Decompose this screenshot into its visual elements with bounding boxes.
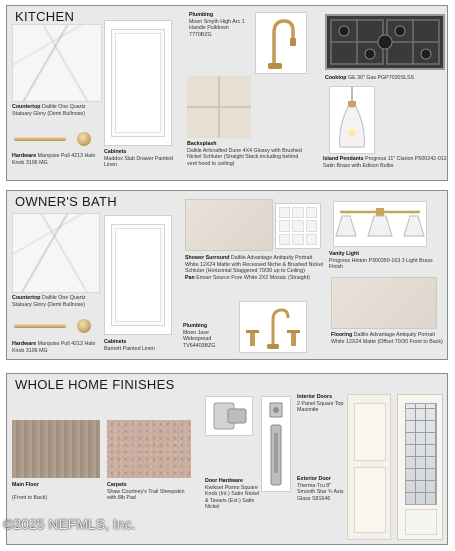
exterior-door-swatch: [397, 394, 443, 540]
kitchen-cooktop-swatch: [325, 14, 445, 70]
caption-label: Hardware: [12, 341, 37, 347]
tile: [187, 76, 218, 106]
caption-label: Shower Surround: [185, 255, 230, 261]
cabinet-knob-image: [77, 319, 91, 333]
mosaic-tile: [306, 234, 317, 245]
bath-plumbing-caption: [183, 323, 235, 349]
bath-flooring-caption: [331, 332, 447, 345]
bath-hardware-swatch: [12, 315, 98, 337]
caption-text: Therma-Tru 8" Smooth Star ¾ Axis Glass S81646: [297, 482, 344, 502]
owners-bath-panel: [6, 190, 448, 360]
main-floor-caption: [12, 482, 100, 502]
caption-label: Plumbing: [183, 323, 208, 329]
mosaic-tile: [292, 220, 303, 231]
caption-label: Interior Doors: [297, 394, 333, 400]
kitchen-cabinet-swatch: [104, 20, 172, 146]
caption-label: Cooktop: [325, 75, 347, 81]
caption-label: Carpets: [107, 482, 127, 488]
caption-label: Door Hardware: [205, 478, 243, 484]
caption-label: Island Pendants: [323, 156, 364, 162]
caption-text: Daltile Advantage Antiquity Portrait White 12X24 Matte with Recessed Niche & Brushed Nickel Schluter (Horizontal Staggered 70/30 up to Ceiling): [185, 255, 324, 275]
whole-home-heading: WHOLE HOME FINISHES: [15, 377, 175, 392]
caption-text: Marquise Pull 4213 Halo Knob 3106 MG: [12, 341, 96, 354]
caption-text: Kwikset Pismo Square Knob (Int.) Satin Nickel & Tavaris (Ext.) Satin Nickel: [205, 484, 260, 511]
handleset-icon: [262, 397, 290, 491]
caption-label: Exterior Door: [297, 476, 331, 482]
caption-text: (Front to Back): [12, 495, 48, 502]
cabinet-pull-image: [14, 324, 66, 328]
kitchen-pendants-caption: [323, 156, 447, 169]
cabinet-knob-image: [77, 132, 91, 146]
kitchen-pendant-swatch: [329, 86, 375, 154]
bath-hardware-caption: [12, 341, 104, 354]
bath-pan-mosaic-swatch: [275, 203, 321, 249]
owners-bath-heading: OWNER'S BATH: [15, 194, 117, 209]
cabinet-pull-image: [14, 137, 66, 141]
kitchen-backsplash-caption: [187, 141, 307, 167]
mosaic-tile: [279, 207, 290, 218]
copyright-watermark: ©2025 NEFMLS, Inc.: [3, 516, 136, 532]
caption-label: Cabinets: [104, 339, 127, 345]
tile: [187, 108, 218, 138]
caption-text: Emser Source Pure White 2X2 Mosaic (Straight): [196, 274, 310, 281]
bath-countertop-caption: [12, 295, 104, 308]
caption-label: Vanity Light: [329, 251, 360, 257]
door-lower-panel: [405, 509, 437, 535]
kitchen-plumbing-caption: [189, 12, 251, 38]
door-panel-bottom: [354, 467, 386, 533]
kitchen-cabinets-caption: [104, 149, 176, 169]
tile: [220, 108, 251, 138]
mosaic-tile: [279, 220, 290, 231]
caption-text: Progress 11" Clarion P500242-012 Satin Brass with Edison Bulbs: [323, 156, 447, 169]
caption-text: Shaw Courtney's Trail Sheepskin with 8lb Pad: [107, 488, 185, 502]
door-knob-swatch: [205, 396, 253, 436]
kitchen-faucet-swatch: [255, 12, 307, 74]
caption-label: Countertop: [12, 295, 41, 301]
caption-label: Flooring: [331, 332, 353, 338]
bath-vanity-light-caption: [329, 251, 447, 271]
caption-text: GE 30" Gas PGP7030SLSS: [347, 75, 415, 81]
interior-door-swatch: [347, 394, 391, 540]
interior-doors-caption: [297, 394, 349, 414]
widespread-faucet-icon: [240, 302, 306, 352]
mosaic-tile: [306, 207, 317, 218]
exterior-door-caption: [297, 476, 349, 502]
pendant-light-icon: [330, 87, 374, 153]
bath-countertop-swatch: [12, 213, 100, 293]
cabinet-door-image: [111, 29, 165, 137]
kitchen-heading: KITCHEN: [15, 9, 75, 24]
caption-text: Daltile Advantage Antiquity Portrait White 12X24 Matte (Offset 70/30 Front to Back): [331, 332, 443, 345]
faucet-icon: [256, 13, 306, 73]
caption-label: Plumbing: [189, 12, 214, 18]
bath-faucet-swatch: [239, 301, 307, 353]
bath-flooring-swatch: [331, 277, 437, 329]
caption-text: Progress Hinton P300350-163 3 Light Brass Finish: [329, 257, 433, 271]
vanity-light-icon: [334, 202, 426, 246]
caption-label: Main Floor: [12, 482, 39, 488]
caption-text: Barnett Painted Linen: [104, 345, 155, 352]
kitchen-backsplash-swatch: [187, 76, 251, 138]
caption-text: Daltile One Quartz Statuary Glory (Demi Bullnose): [12, 295, 86, 308]
caption-text: 2 Panel Square Top Masonite: [297, 400, 344, 414]
bath-shower-tile-swatch: [185, 199, 273, 251]
caption-text: Maddox Slab Drawer Painted Linen: [104, 155, 173, 169]
kitchen-hardware-swatch: [12, 128, 98, 150]
bath-cabinet-swatch: [104, 215, 172, 335]
carpets-caption: [107, 482, 193, 502]
bath-vanity-light-swatch: [333, 201, 427, 247]
caption-label: Pan: [185, 274, 195, 281]
main-floor-swatch: [12, 420, 100, 478]
entry-handleset-swatch: [261, 396, 291, 492]
caption-text: Daltile Articrafted Dune 4X4 Glossy with Brushed Nickel Schluter (Straight Stack including behind vent hood to ceiling): [187, 147, 302, 167]
kitchen-countertop-swatch: [12, 24, 102, 102]
caption-text: Marquise Pull 4213 Halo Knob 3106 MG: [12, 153, 96, 166]
kitchen-panel: [6, 5, 448, 181]
caption-label: Hardware: [12, 153, 37, 159]
door-panel-top: [354, 403, 386, 461]
caption-text: Daltile One Quartz Statuary Glory (Demi Bullnose): [12, 104, 86, 117]
carpet-swatch: [107, 420, 191, 478]
door-hardware-caption: [205, 478, 263, 511]
kitchen-cooktop-caption: [325, 75, 447, 82]
kitchen-countertop-caption: [12, 104, 104, 117]
mosaic-tile: [279, 234, 290, 245]
caption-label: Backsplash: [187, 141, 217, 147]
mosaic-tile: [306, 220, 317, 231]
caption-text: Moen Jase Widespread TV64403BZG: [183, 329, 216, 349]
tile: [220, 76, 251, 106]
caption-label: Countertop: [12, 104, 41, 110]
mosaic-tile: [292, 207, 303, 218]
cabinet-door-image: [111, 224, 165, 326]
caption-text: Moen Smyth High Arc 1 Handle Pulldown 7770BZG: [189, 18, 245, 38]
square-knob-icon: [206, 397, 252, 435]
bath-shower-caption: [185, 255, 325, 281]
caption-label: Cabinets: [104, 149, 127, 155]
mosaic-tile: [292, 234, 303, 245]
door-glass-panel: [405, 403, 437, 505]
bath-cabinets-caption: [104, 339, 176, 352]
cooktop-grates-icon: [327, 16, 443, 68]
kitchen-hardware-caption: [12, 153, 104, 166]
